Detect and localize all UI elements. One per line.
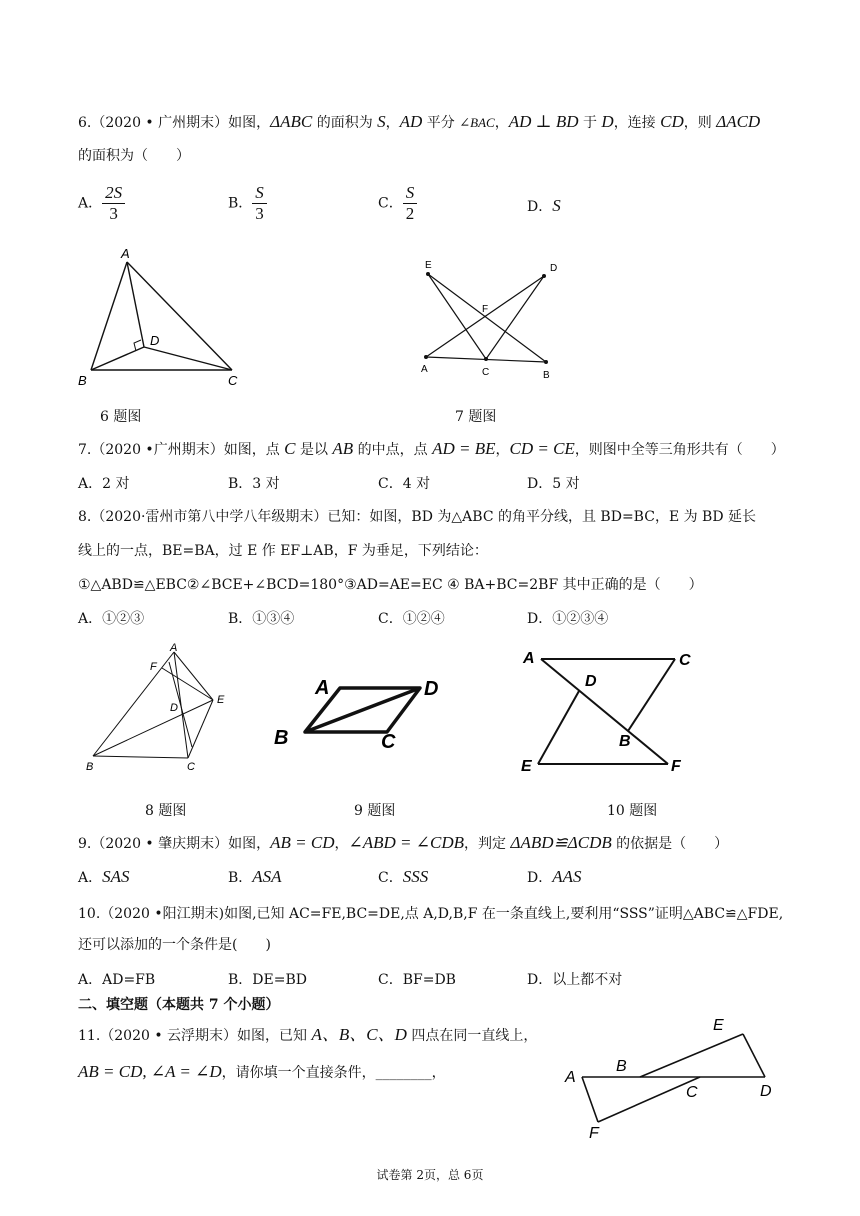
q6-line1: 6.（2020 • 广州期末）如图，ΔABC 的面积为 S，AD 平分 ∠BAC，AD ⊥ BD 于 D，连接 CD，则 ΔACD: [78, 112, 761, 131]
label-a: A: [315, 677, 330, 699]
figure-6: [70, 244, 260, 394]
fraction: $\frac{S}{3}$: [252, 183, 267, 224]
label-c: C: [679, 652, 691, 669]
q6-option-a[interactable]: A． $\frac{2S}{3}$: [78, 183, 125, 224]
label-b: B: [78, 373, 87, 388]
label-e: E: [521, 758, 532, 775]
caption-9: 9 题图: [354, 803, 396, 819]
q7-option-d[interactable]: D．5 对: [527, 476, 580, 492]
caption-6: 6 题图: [100, 409, 142, 425]
label-e: E: [425, 260, 432, 271]
label-e: E: [217, 694, 225, 706]
fraction: $\frac{2S}{3}$: [102, 183, 125, 224]
label-a: A: [170, 642, 178, 654]
q9-option-d[interactable]: D．AAS: [527, 867, 582, 886]
q7-stem: 7.（2020 •广州期末）如图，点 C 是以 AB 的中点，点 AD = BE，CD = CE，则图中全等三角形共有（ ）: [78, 439, 785, 458]
q6-option-b[interactable]: B． $\frac{S}{3}$: [228, 183, 267, 224]
label-d: D: [550, 263, 558, 274]
label-b: B: [86, 761, 94, 773]
q6-line2: 的面积为（ ）: [78, 148, 190, 164]
q6-option-d[interactable]: D．S: [527, 196, 561, 215]
q9-option-a[interactable]: A．SAS: [78, 867, 130, 886]
q9-stem: 9.（2020 • 肇庆期末）如图，AB = CD，∠ABD = ∠CDB，判定 ΔABD≌ΔCDB 的依据是（ ）: [78, 833, 729, 852]
label-d: D: [424, 678, 439, 700]
label-c: C: [381, 731, 396, 753]
caption-7: 7 题图: [455, 409, 497, 425]
q7-option-a[interactable]: A．2 对: [78, 476, 130, 492]
label-f: F: [671, 758, 681, 775]
label-c: C: [686, 1084, 698, 1101]
label-d: D: [585, 673, 597, 690]
figure-7: [410, 254, 580, 384]
q8-option-d[interactable]: D．①②③④: [527, 611, 609, 627]
q10-line1: 10.（2020 •阳江期末)如图,已知 AC=FE,BC=DE,点 A,D,B,F 在一条直线上,要利用“SSS”证明△ABC≌△FDE,: [78, 906, 784, 922]
q8-option-b[interactable]: B．①③④: [228, 611, 295, 627]
label-c: C: [482, 367, 490, 378]
label-e: E: [713, 1017, 724, 1034]
fraction: $\frac{S}{2}$: [403, 183, 418, 224]
q8-option-c[interactable]: C．①②④: [378, 611, 445, 627]
q9-option-c[interactable]: C．SSS: [378, 867, 429, 886]
q10-option-d[interactable]: D．以上都不对: [527, 972, 623, 988]
label-f: F: [150, 661, 157, 673]
q6-option-c[interactable]: C． $\frac{S}{2}$: [378, 183, 417, 224]
label-c: C: [228, 373, 238, 388]
caption-8: 8 题图: [145, 803, 187, 819]
label-f: F: [482, 304, 489, 315]
q10-option-c[interactable]: C．BF=DB: [378, 972, 456, 988]
figure-8: [78, 640, 238, 780]
figure-10: [515, 640, 705, 780]
figure-9: [270, 665, 460, 755]
caption-10: 10 题图: [607, 803, 658, 819]
q7-option-c[interactable]: C．4 对: [378, 476, 431, 492]
label-c: C: [187, 761, 195, 773]
q10-option-a[interactable]: A．AD=FB: [78, 972, 156, 988]
label-b: B: [274, 727, 289, 749]
label-a: A: [565, 1069, 576, 1086]
q9-option-b[interactable]: B．ASA: [228, 867, 282, 886]
label-f: F: [589, 1125, 599, 1142]
section-heading: 二、填空题（本题共 7 个小题）: [78, 997, 280, 1013]
label-a: A: [523, 650, 535, 667]
q11-line2: AB = CD, ∠A = ∠D，请你填一个直接条件，________，: [78, 1062, 446, 1081]
label-d: D: [760, 1083, 772, 1100]
q8-line3: ①△ABD≌△EBC②∠BCE+∠BCD=180°③AD=AE=EC ④ BA+BC=2BF 其中正确的是（ ）: [78, 577, 703, 593]
q8-line1: 8.（2020·雷州市第八中学八年级期末）已知：如图，BD 为△ABC 的角平分线，且 BD=BC，E 为 BD 延长: [78, 509, 757, 525]
label-b: B: [619, 733, 631, 750]
label-a: A: [421, 364, 428, 375]
q10-option-b[interactable]: B．DE=BD: [228, 972, 307, 988]
q8-option-a[interactable]: A．①②③: [78, 611, 145, 627]
q7-option-b[interactable]: B．3 对: [228, 476, 280, 492]
label-b: B: [616, 1058, 627, 1075]
label-d: D: [170, 702, 178, 714]
q11-line1: 11.（2020 • 云浮期末）如图，已知 A、B、C、D 四点在同一直线上，: [78, 1025, 538, 1044]
label-b: B: [543, 370, 550, 381]
figure-11: [560, 1012, 790, 1147]
q8-line2: 线上的一点，BE=BA，过 E 作 EF⊥AB，F 为垂足，下列结论：: [78, 543, 488, 559]
page-footer: 试卷第 2页，总 6页: [376, 1168, 484, 1182]
q10-line2: 还可以添加的一个条件是( ): [78, 937, 271, 953]
label-d: D: [150, 333, 160, 348]
label-a: A: [121, 246, 130, 261]
